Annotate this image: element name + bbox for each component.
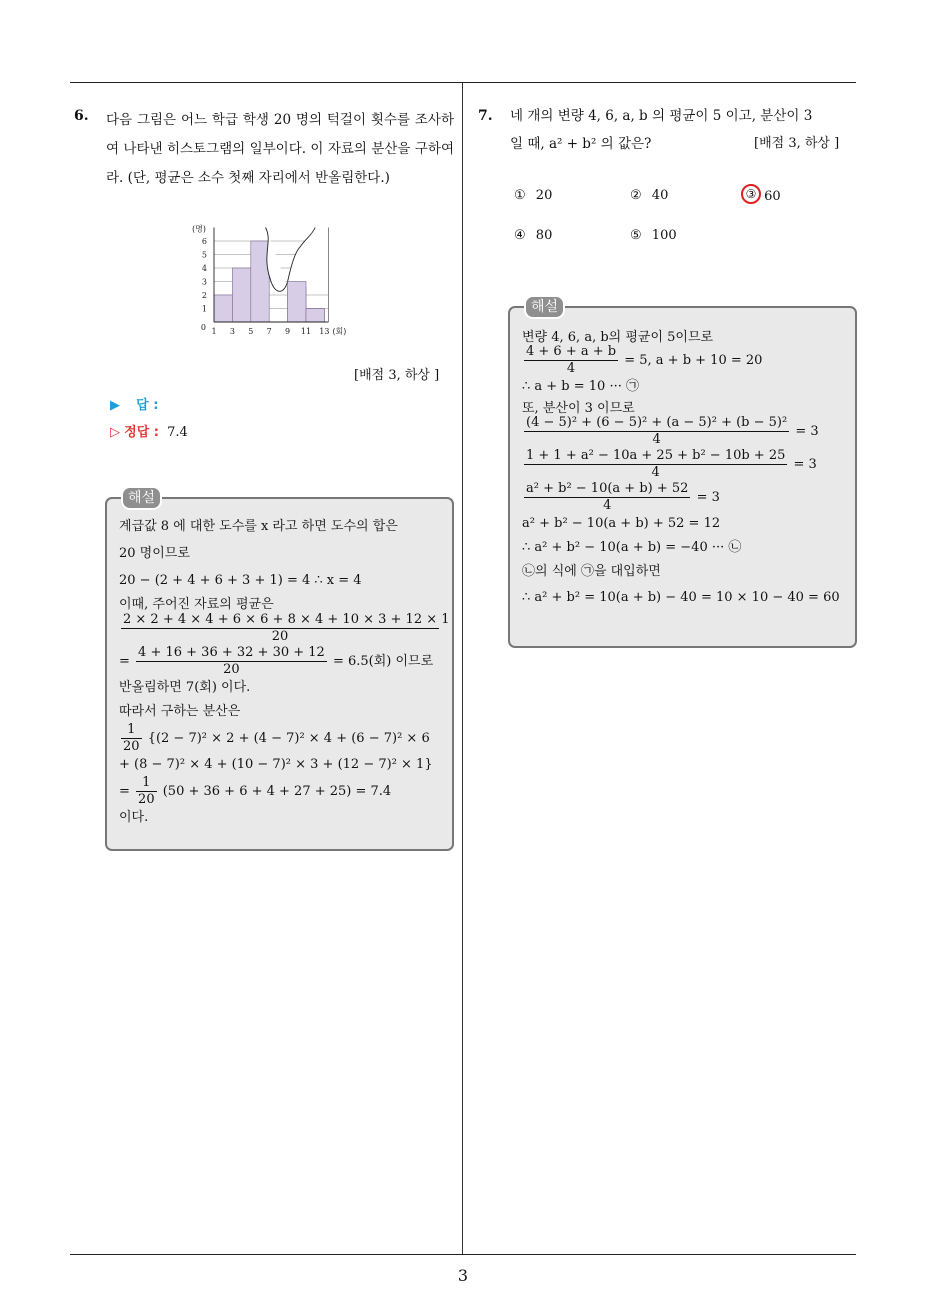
choice-mark: ② — [630, 188, 642, 203]
q7-variance-eq: = 3 — [795, 424, 819, 439]
x-tick-label: 5 — [248, 327, 254, 336]
top-rule — [70, 82, 856, 83]
fraction-denominator: 20 — [271, 629, 289, 644]
q7-choice-2[interactable] — [630, 186, 668, 206]
answer-arrow-icon: ▶ — [110, 398, 120, 413]
q6-sol-line: 20 − (2 + 4 + 6 + 3 + 1) = 4 ∴ x = 4 — [119, 573, 362, 588]
x-tick-label: 11 — [300, 327, 312, 336]
q6-sol-line: 이다. — [119, 810, 149, 825]
page-number: 3 — [457, 1266, 469, 1285]
choice-value: 80 — [535, 228, 553, 243]
fraction-numerator: 1 — [121, 722, 142, 739]
q6-score: [배점 3, 하상 ] — [354, 368, 440, 383]
q7-score: [배점 3, 하상 ] — [754, 136, 840, 151]
choice-mark: ⑤ — [630, 228, 642, 243]
q6-sol-line: 이때, 주어진 자료의 평균은 — [119, 597, 274, 612]
q7-number: 7. — [478, 108, 493, 124]
choice-value: 40 — [651, 188, 669, 203]
fraction-denominator: 20 — [123, 739, 140, 754]
x-tick-label: 1 — [211, 327, 217, 336]
column-divider — [462, 83, 463, 1254]
fraction-numerator: 1 — [136, 775, 157, 792]
x-tick-label: 7 — [266, 327, 272, 336]
q6-question-text: 다음 그림은 어느 학급 학생 20 명의 턱걸이 횟수를 조사하여 나타낸 히스토그램의 일부이다. 이 자료의 분산을 구하여라. (단, 평균은 소수 첫째 자리에서 반올림한다.) — [106, 112, 454, 186]
q6-number: 6. — [74, 108, 89, 124]
equals-sign: = — [119, 654, 130, 669]
q6-correct-line — [110, 423, 188, 443]
choice-value: 20 — [535, 188, 553, 203]
x-tick-label: 3 — [229, 327, 235, 336]
q6-histogram — [186, 222, 376, 344]
choice-mark: ① — [514, 188, 526, 203]
q7-sol-line: 변량 4, 6, a, b의 평균이 5이므로 — [522, 330, 714, 345]
selected-circle-icon: ③ — [741, 184, 761, 204]
y-tick-label: 2 — [201, 291, 207, 300]
choice-mark: ④ — [514, 228, 526, 243]
q6-solution-tag: 해설 — [121, 486, 162, 510]
q7-expanded-fraction — [524, 448, 787, 481]
q6-correct-value: 7.4 — [167, 425, 188, 440]
histogram-bar-right — [288, 282, 306, 323]
fraction-numerator: 4 + 6 + a + b — [526, 344, 617, 359]
x-axis-label: (회) — [332, 327, 347, 336]
choice-value: 100 — [651, 228, 677, 243]
q7-choice-4[interactable] — [514, 226, 552, 246]
q6-mean-fraction — [121, 612, 450, 645]
q6-sol-line: 계급값 8 에 대한 도수를 x 라고 하면 도수의 합은 — [119, 519, 398, 534]
q7-sol-line: 또, 분산이 3 이므로 — [522, 401, 635, 416]
correct-arrow-icon: ▷ — [110, 425, 120, 440]
q6-mean-result: = 6.5(회) 이므로 — [332, 654, 434, 669]
fraction-denominator: 4 — [652, 432, 661, 447]
q7-sol-line: ∴ a + b = 10 ··· ㉠ — [522, 379, 639, 394]
fraction-denominator: 20 — [223, 662, 240, 677]
fraction-numerator: 4 + 16 + 36 + 32 + 30 + 12 — [138, 645, 325, 660]
q6-solution-box — [105, 490, 454, 851]
q6-result-fraction — [136, 775, 157, 808]
q7-solution-box — [508, 299, 857, 648]
q6-correct-label: 정답 : — [124, 425, 159, 440]
x-tick-label: 13 — [319, 327, 330, 336]
histogram-bar-right — [306, 309, 324, 323]
fraction-denominator: 20 — [138, 792, 155, 807]
y-tick-label: 1 — [201, 304, 207, 314]
q7-variance-fraction — [524, 415, 789, 448]
choice-value: 60 — [764, 188, 781, 204]
q6-answer-label: 답 : — [136, 398, 159, 413]
fraction-denominator: 4 — [651, 465, 660, 480]
histogram-svg — [186, 222, 376, 344]
q7-simplified-fraction — [524, 481, 690, 514]
y-tick-label: 4 — [201, 264, 207, 273]
x-tick-label: 9 — [285, 327, 291, 336]
bottom-rule — [70, 1254, 856, 1255]
origin-label: 0 — [200, 323, 206, 332]
q7-choice-5[interactable] — [630, 226, 677, 246]
q7-sol-line: ㉡의 식에 ㉠을 대입하면 — [522, 564, 661, 579]
q7-choice-1[interactable] — [514, 186, 552, 206]
q6-sol-line: 반올림하면 7(회) 이다. — [119, 680, 251, 695]
q6-sol-line: + (8 − 7)² × 4 + (10 − 7)² × 3 + (12 − 7)² × 1} — [119, 757, 433, 772]
q7-solution-tag: 해설 — [524, 295, 565, 319]
q7-expanded-eq: = 3 — [793, 457, 817, 472]
histogram-bar — [232, 268, 250, 322]
y-axis-label: (명) — [192, 224, 206, 234]
histogram-bar — [251, 241, 269, 322]
q7-mean-eq: = 5, a + b + 10 = 20 — [624, 353, 763, 368]
fraction-numerator: (4 − 5)² + (6 − 5)² + (a − 5)² + (b − 5)² — [526, 415, 788, 430]
q7-choice-3[interactable] — [746, 186, 781, 207]
q7-sol-line: ∴ a² + b² = 10(a + b) − 40 = 10 × 10 − 40 = 60 — [522, 590, 840, 605]
fraction-numerator: a² + b² − 10(a + b) + 52 — [526, 481, 689, 496]
q7-simplified-eq: = 3 — [696, 490, 720, 505]
fraction-denominator: 4 — [603, 498, 612, 513]
q6-variance-result: (50 + 36 + 6 + 4 + 27 + 25) = 7.4 — [162, 784, 392, 799]
y-tick-label: 5 — [201, 250, 207, 260]
equals-sign: = — [119, 784, 130, 799]
q7-question-line-2: 일 때, a² + b² 의 값은? — [510, 136, 652, 152]
q7-question-line-1: 네 개의 변량 4, 6, a, b 의 평균이 5 이고, 분산이 3 — [510, 108, 813, 124]
q6-sol-line: 20 명이므로 — [119, 546, 190, 561]
fraction-numerator: 1 + 1 + a² − 10a + 25 + b² − 10b + 25 — [526, 448, 786, 463]
q7-sol-line: ∴ a² + b² − 10(a + b) = −40 ··· ㉡ — [522, 540, 742, 555]
q7-sol-line: a² + b² − 10(a + b) + 52 = 12 — [522, 516, 721, 531]
histogram-bar — [214, 295, 232, 322]
q6-mean-fraction-2 — [136, 645, 327, 678]
q7-mean-fraction — [524, 344, 618, 377]
fraction-denominator: 4 — [566, 361, 576, 376]
q6-variance-fraction — [121, 722, 142, 755]
y-tick-label: 6 — [201, 237, 207, 246]
y-tick-label: 3 — [201, 277, 207, 287]
fraction-numerator: 2 × 2 + 4 × 4 + 6 × 6 + 8 × 4 + 10 × 3 + 12 × 1 — [123, 612, 450, 627]
q6-variance-expr: {(2 − 7)² × 2 + (4 − 7)² × 4 + (6 − 7)² × 6 — [147, 731, 430, 746]
q6-sol-line: 따라서 구하는 분산은 — [119, 704, 241, 719]
q6-answer-line — [110, 396, 158, 416]
